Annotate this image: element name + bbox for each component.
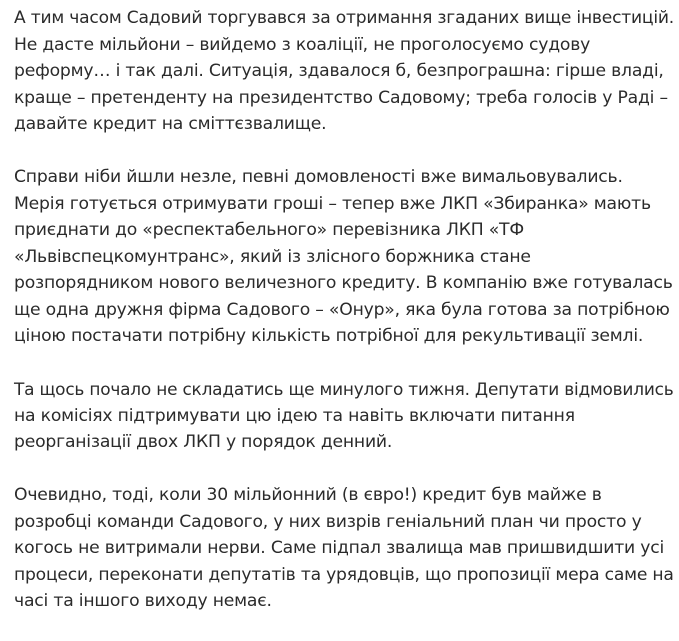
paragraph-3 <box>14 376 674 456</box>
text-line: на комісіях підтримувати цю ідею та навіть включати питання <box>14 405 575 426</box>
text-line: давайте кредит на сміттєзвалище. <box>14 114 327 134</box>
text-line: А тим часом Садовий торгувався за отримання згаданих вище інвестицій. <box>14 8 675 28</box>
paragraph-1 <box>14 5 674 138</box>
text-line: розробці команди Садового, у них визрів геніальний план чи просто у <box>14 511 642 532</box>
paragraph-2 <box>14 164 674 350</box>
text-line: Не дасте мільйони – вийдемо з коаліції, не проголосуємо судову <box>14 34 591 55</box>
text-line: Очевидно, тоді, коли 30 мільйонний (в євро!) кредит був майже в <box>14 485 602 505</box>
paragraph-4 <box>14 482 674 615</box>
text-line: ще одна дружня фірма Садового – «Онур», яка була готова за потрібною <box>14 299 670 320</box>
text-line: приєднати до «респектабельного» перевізника ЛКП «ТФ <box>14 220 524 240</box>
text-line: Справи ніби йшли незле, певні домовленості вже вимальовувались. <box>14 167 623 187</box>
article-body <box>14 5 674 641</box>
text-line: ціною постачати потрібну кількість потрібної для рекультивації землі. <box>14 326 644 346</box>
text-line: реформу… і так далі. Ситуація, здавалося б, безпрограшна: гірше владі, <box>14 61 664 81</box>
text-line: Та щось почало не складатись ще минулого тижня. Депутати відмовились <box>14 379 674 399</box>
text-line: Мерія готується отримувати гроші – тепер вже ЛКП «Збиранка» мають <box>14 193 651 214</box>
text-line: «Львівспецкомунтранс», який із злісного боржника стане <box>14 246 531 267</box>
text-line: когось не витримали нерви. Саме підпал звалища мав пришвидшити усі <box>14 538 665 558</box>
text-line: розпорядником нового величезного кредиту. В компанію вже готувалась <box>14 273 673 293</box>
text-line: реорганізації двох ЛКП у порядок денний. <box>14 432 393 452</box>
text-line: часі та іншого виходу немає. <box>14 591 272 611</box>
text-line: краще – претенденту на президентство Садовому; треба голосів у Раді – <box>14 87 668 108</box>
text-line: процеси, переконати депутатів та урядовців, що пропозиції мера саме на <box>14 564 674 585</box>
